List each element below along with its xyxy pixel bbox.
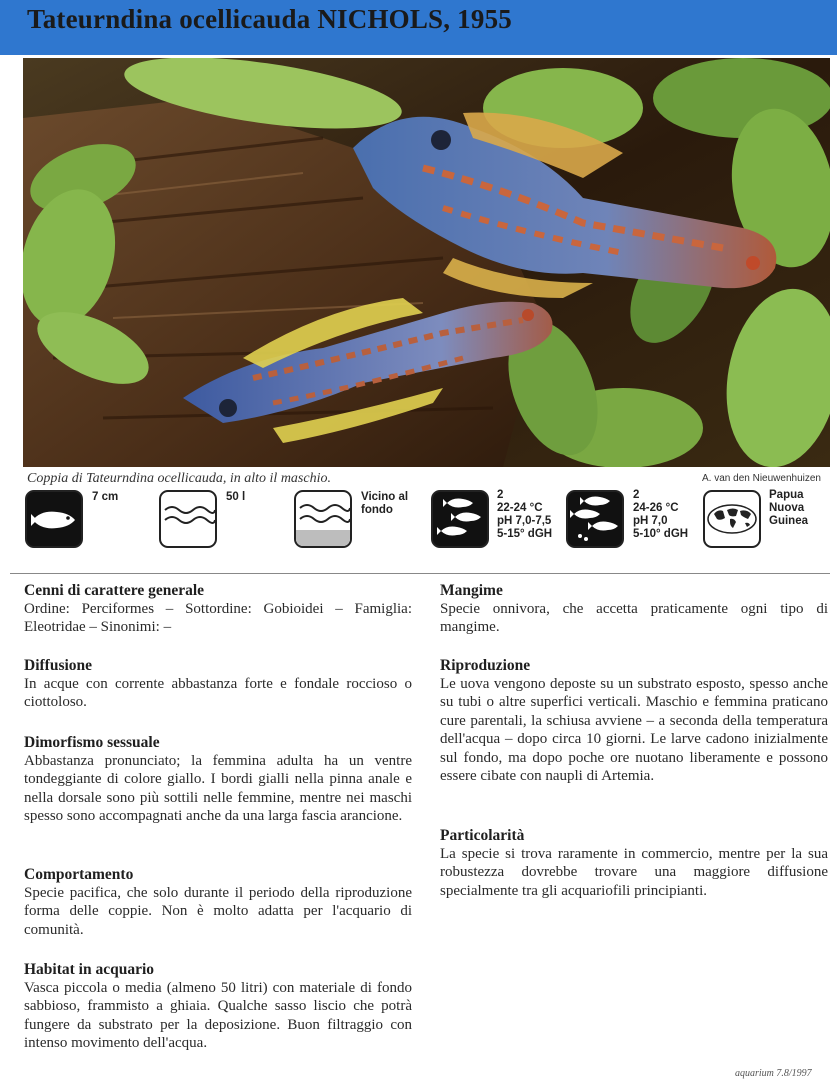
- breeding-ph-value: pH 7,0: [633, 515, 668, 527]
- section-dimorphism: [24, 733, 412, 826]
- title-banner: [0, 0, 837, 55]
- page-footer: aquarium 7.8/1997: [735, 1068, 812, 1079]
- section-heading: Riproduzione: [440, 657, 531, 674]
- section-heading: Particolarità: [440, 827, 525, 844]
- breeding-icon: [566, 490, 624, 548]
- section-heading: Mangime: [440, 582, 503, 599]
- fish-group-icon: [431, 490, 489, 548]
- section-text: Vasca piccola o media (almeno 50 litri) con materiale di fondo sabbioso, frammisto a ghiaia. Qualche sasso liscio che potrà fungere da substrato per la deposizione. Buon filtraggio con intenso movimento dell'acqua.: [24, 980, 412, 1052]
- section-heading: Cenni di carattere generale: [24, 582, 205, 599]
- section-reproduction: [440, 656, 828, 785]
- origin-line-2: Nuova: [769, 502, 805, 514]
- section-general: [24, 581, 412, 637]
- swim-zone-label-1: Vicino al: [361, 491, 409, 503]
- section-text: In acque con corrente abbastanza forte e fondale roccioso o ciottoloso.: [24, 676, 412, 711]
- ph-value: pH 7,0-7,5: [497, 515, 552, 527]
- size-value: 7 cm: [92, 491, 119, 503]
- world-map-icon: [703, 490, 761, 548]
- section-habitat: [24, 960, 412, 1053]
- section-heading: Dimorfismo sessuale: [24, 734, 160, 751]
- origin-line-3: Guinea: [769, 515, 808, 527]
- fish-photo: [23, 58, 830, 467]
- section-text: Le uova vengono deposte su un substrato esposto, spesso anche su tubi o altre superfici verticali. Maschio e femmina praticano cure parentali, la schiusa avviene – a seconda della temperatura dell'acqua – dopo circa 10 giorni. Le larve cadono inizialmente sul fondo, ma dopo poche ore nuotano liberamente e possono essere cibate con naupli di Artemia.: [440, 676, 828, 785]
- section-text: Ordine: Perciformes – Sottordine: Gobioidei – Famiglia: Eleotridae – Sinonimi: –: [24, 601, 412, 636]
- section-heading: Habitat in acquario: [24, 961, 155, 978]
- origin-line-1: Papua: [769, 489, 804, 501]
- photo-credit: A. van den Nieuwenhuizen: [702, 473, 821, 484]
- section-text: La specie si trova raramente in commercio, mentre per la sua robustezza dovrebbe trovare una maggiore diffusione specialmente tra gli acquariofili principianti.: [440, 846, 828, 899]
- section-text: Specie pacifica, che solo durante il periodo della riproduzione forma delle coppie. Non è molto adatta per l'acquario di comunità.: [24, 885, 412, 938]
- temperature-value: 22-24 °C: [497, 502, 543, 514]
- section-heading: Diffusione: [24, 657, 93, 674]
- photo-caption: Coppia di Tateurndina ocellicauda, in alto il maschio.: [27, 471, 331, 486]
- group-size-value: 2: [497, 489, 504, 501]
- section-text: Abbastanza pronunciato; la femmina adulta ha un ventre tondeggiante di colore giallo. I bordi gialli nella pinna anale e nella dorsale sono più sottili nelle femmine, mentre nei maschi spesso sono accompagnati anche da una larga fascia arancione.: [24, 753, 412, 825]
- tank-volume-value: 50 l: [226, 491, 246, 503]
- section-peculiarities: [440, 826, 828, 900]
- breeding-hardness-value: 5-10° dGH: [633, 528, 689, 540]
- breeding-temperature-value: 24-26 °C: [633, 502, 679, 514]
- section-text: Specie onnivora, che accetta praticamente ogni tipo di mangime.: [440, 601, 828, 636]
- breeding-pair-value: 2: [633, 489, 640, 501]
- hardness-value: 5-15° dGH: [497, 528, 553, 540]
- section-heading: Comportamento: [24, 866, 134, 883]
- tank-volume-icon: [159, 490, 217, 548]
- section-behaviour: [24, 865, 412, 939]
- divider: [10, 573, 830, 574]
- fish-size-icon: [25, 490, 83, 548]
- section-diffusion: [24, 656, 412, 712]
- section-food: [440, 581, 828, 637]
- swim-zone-label-2: fondo: [361, 504, 393, 516]
- page-title: Tateurndina ocellicauda NICHOLS, 1955: [27, 4, 512, 34]
- swim-zone-icon: [294, 490, 352, 548]
